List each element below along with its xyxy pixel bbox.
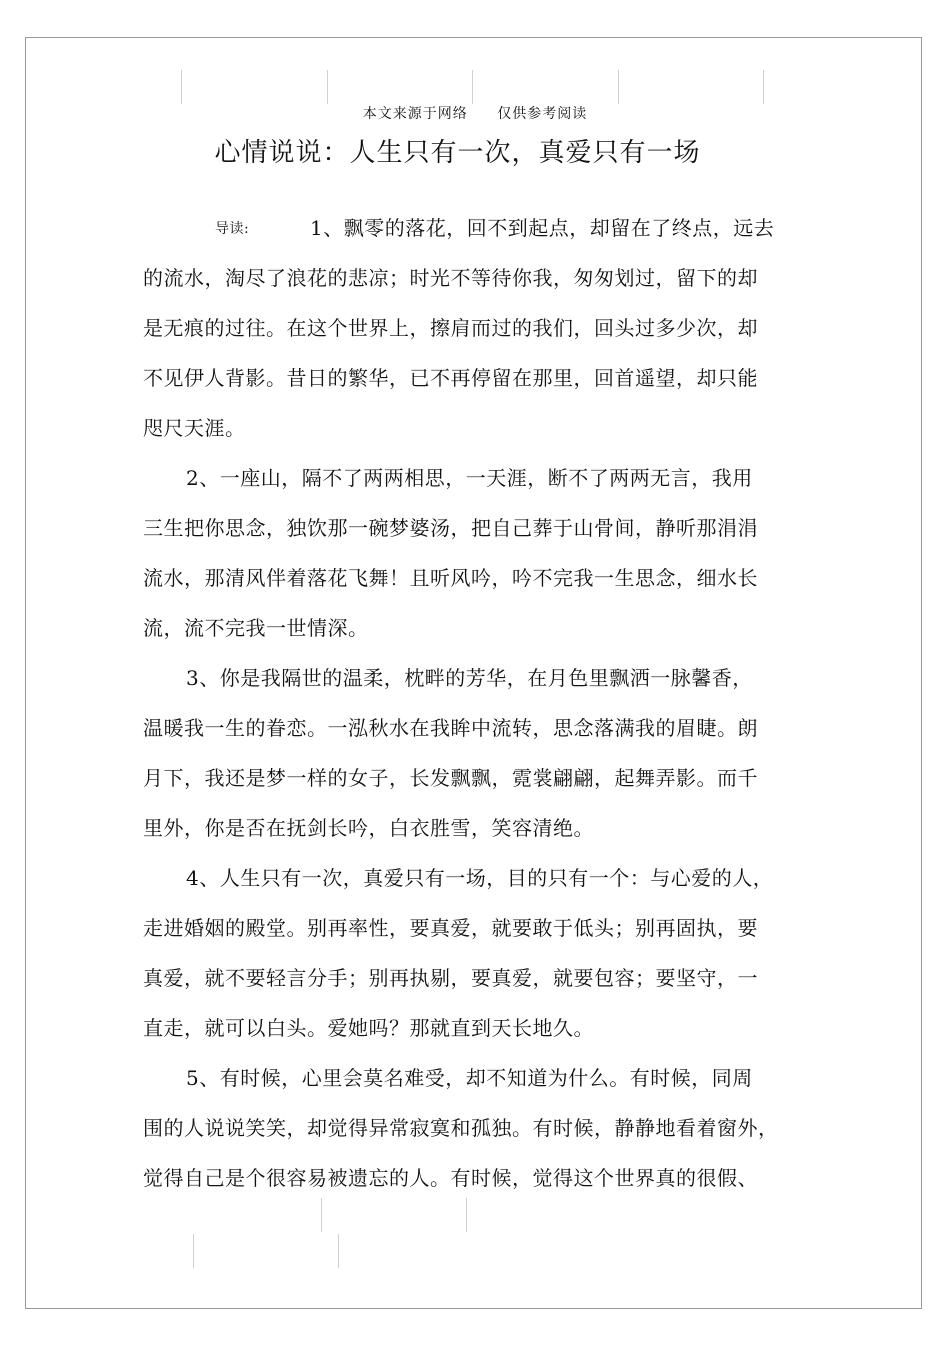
source-note-left: 本文来源于网络 [362, 106, 468, 122]
bottom-divider-tick [321, 1198, 322, 1232]
paragraph-line: 不见伊人背影。昔日的繁华，已不再停留在那里，回首遥望，却只能 [143, 366, 758, 390]
paragraph-line: 1、飘零的落花，回不到起点，却留在了终点，远去 [310, 216, 775, 240]
paragraph-line: 流水，那清风伴着落花飞舞！且听风吟，吟不完我一生思念，细水长 [143, 566, 758, 590]
bottom-divider-tick [193, 1234, 194, 1268]
source-note [0, 103, 950, 123]
top-divider-tick [181, 70, 182, 104]
top-divider-tick [327, 70, 328, 104]
paragraph-line: 真爱，就不要轻言分手；别再执剔，要真爱，就要包容；要坚守，一 [143, 966, 758, 990]
paragraph-line: 里外，你是否在抚剑长吟，白衣胜雪，笑容清绝。 [143, 816, 594, 840]
page-title: 心情说说：人生只有一次，真爱只有一场 [214, 138, 701, 168]
top-divider-tick [618, 70, 619, 104]
paragraph-line: 咫尺天涯。 [143, 416, 246, 440]
paragraph-line: 是无痕的过往。在这个世界上，擦肩而过的我们，回头过多少次，却 [143, 316, 758, 340]
top-divider-tick [472, 70, 473, 104]
paragraph-line: 觉得自己是个很容易被遗忘的人。有时候，觉得这个世界真的很假、 [143, 1166, 758, 1190]
bottom-divider-tick [466, 1198, 467, 1232]
paragraph-line: 温暖我一生的眷恋。一泓秋水在我眸中流转，思念落满我的眉睫。朗 [143, 716, 758, 740]
bottom-divider-tick [338, 1234, 339, 1268]
top-divider-tick [763, 70, 764, 104]
paragraph-line: 5、有时候，心里会莫名难受，却不知道为什么。有时候，同周 [186, 1066, 753, 1090]
paragraph-line: 三生把你思念，独饮那一碗梦婆汤，把自己葬于山骨间，静听那涓涓 [143, 516, 758, 540]
paragraph-line: 走进婚姻的殿堂。别再率性，要真爱，就要敢于低头；别再固执，要 [143, 916, 758, 940]
paragraph-line: 流，流不完我一世情深。 [143, 616, 369, 640]
lead-label: 导读: [215, 221, 250, 237]
paragraph-line: 3、你是我隔世的温柔，枕畔的芳华，在月色里飘洒一脉馨香， [186, 666, 753, 690]
paragraph-line: 4、人生只有一次，真爱只有一场，目的只有一个：与心爱的人， [186, 866, 774, 890]
paragraph-line: 直走，就可以白头。爱她吗？那就直到天长地久。 [143, 1016, 594, 1040]
paragraph-line: 的流水，淘尽了浪花的悲凉；时光不等待你我，匆匆划过，留下的却 [143, 266, 758, 290]
paragraph-line: 围的人说说笑笑，却觉得异常寂寞和孤独。有时候，静静地看着窗外， [143, 1116, 779, 1140]
paragraph-line: 2、一座山，隔不了两两相思，一天涯，断不了两两无言，我用 [186, 466, 753, 490]
paragraph-line: 月下，我还是梦一样的女子，长发飘飘，霓裳翩翩，起舞弄影。而千 [143, 766, 758, 790]
source-note-right: 仅供参考阅读 [497, 106, 588, 122]
